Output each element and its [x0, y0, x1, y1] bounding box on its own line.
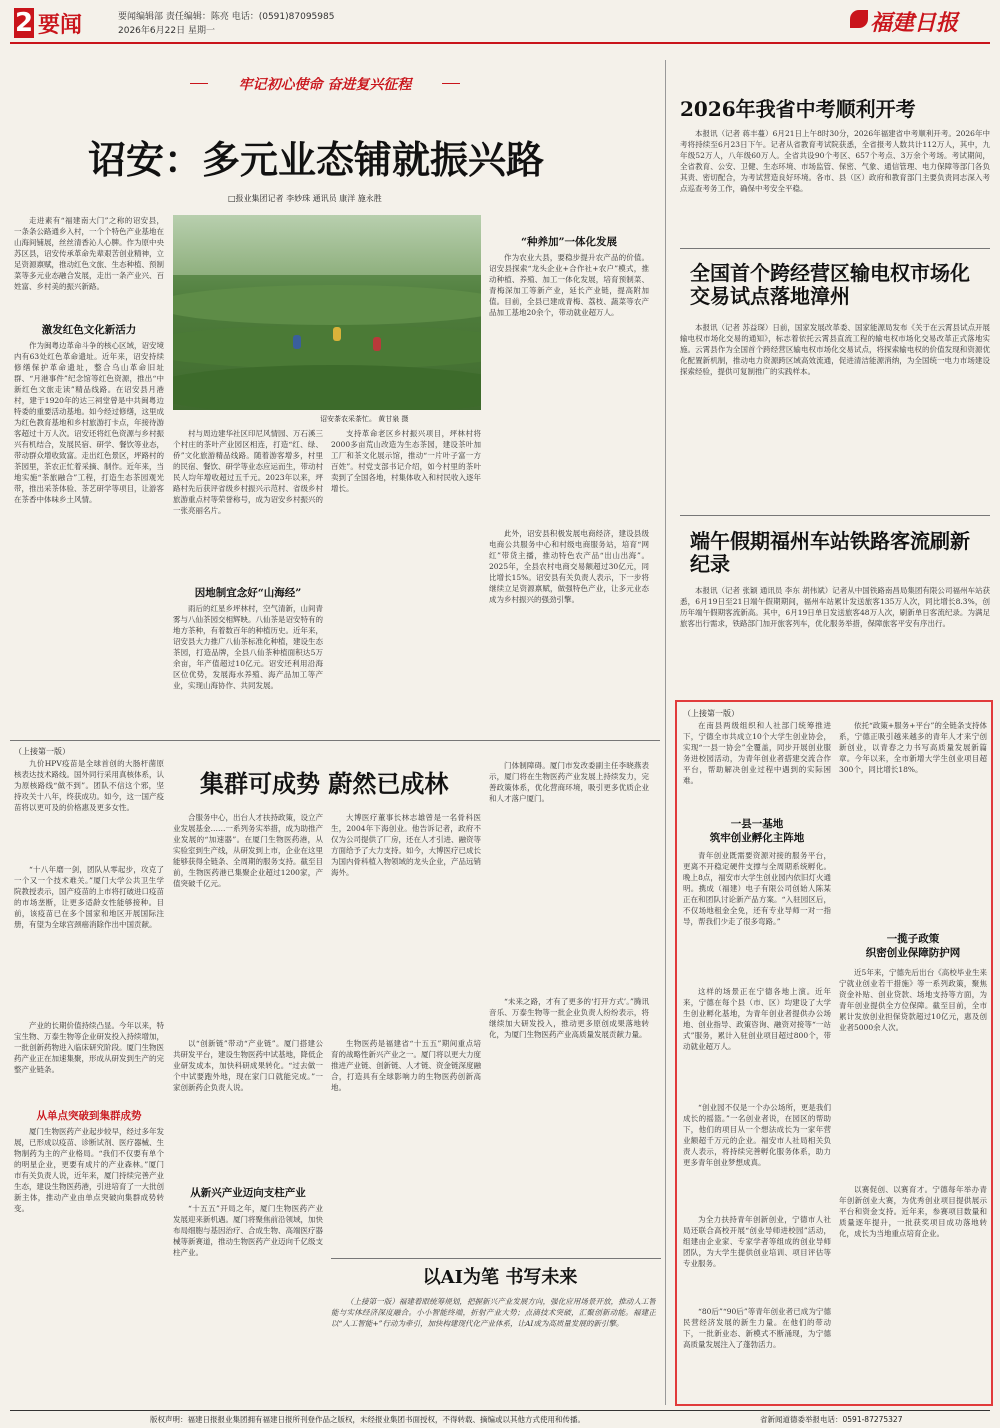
- cluster-headline: 集群可成势 蔚然已成林: [200, 769, 449, 798]
- photo-caption: 诏安茶农采茶忙。 黄甘泉 摄: [320, 415, 409, 423]
- cont1-body-1: 九价HPV疫苗是全球首创的大肠杆菌原核表达技术路线。国外同行采用真核体系，认为原核路线“做不到”。团队不信这个邪，坚持攻关十八年，终获成功。如今，这一国产疫苗将以更可及的价格惠及更多女性。: [14, 759, 164, 812]
- cluster-body-6: 门体制障碍。厦门市发改委副主任李晓燕表示，厦门将在生物医药产业发展上持续发力，完善政策体系，优化营商环境，吸引更多优质企业和人才落户厦门。: [489, 761, 649, 803]
- box-subhead-1: 一县一基地 筑牢创业孵化主阵地: [709, 818, 805, 844]
- issue-date: 2026年6月22日 星期一: [118, 26, 215, 36]
- editor-info: 要闻编辑部 责任编辑：陈亮 电话：(0591)87095985: [118, 12, 335, 22]
- cluster-body-1: 合服务中心，出台人才扶持政策，设立产业发展基金……一系列务实举措，成为助推产业发展的“加速器”。在厦门生物医药港，从实验室到生产线，从研发到上市，企业在这里能够获得全链条、全周期的服务支持。截至目前，生物医药港已集聚企业超过1200家，产值突破千亿元。: [173, 813, 323, 888]
- lead-body-1: 作为闽粤边革命斗争的核心区域，诏安境内有63处红色革命遗址。近年来，诏安持续修缮保护革命遗址，整合乌山革命旧址群、“月港事件”纪念馆等红色资源，推出“中新红色文旅走读”精品线路。在诏安县月港村，建于1920年的达三祠堂曾是中共闽粤边特委的重要活动基地。如今经过修缮，这里成为红色教育基地和乡村旅游打卡点，年接待游客超过十万人次。诏安还将红色资源与乡村振兴有机结合，发展民宿、研学、餐饮等业态，带动群众增收致富。走出红色景区，坪路村的茶园里，茶农正忙着采摘、制作。近年来，当地实施“茶旅融合”工程，打造生态茶园观光带，推出采茶体验、茶艺研学等项目，让游客在茶香中体味乡土风情。: [14, 341, 164, 504]
- ai-top-rule: [331, 1258, 661, 1259]
- footer-rule: [10, 1410, 990, 1411]
- masthead-meta: [118, 10, 334, 38]
- page-number: 2: [14, 8, 34, 38]
- lead-body-3: 雨后的红星乡坪林村，空气清新，山间青雾与八仙茶园交相辉映。八仙茶是诏安特有的地方茶种，有着数百年的种植历史。近年来，诏安县大力推广八仙茶标准化种植，建设生态茶园，打造品牌，全县八仙茶种植面积达5万余亩，年产值超过10亿元。诏安还利用沿海区位优势，发展海水养殖、海产品加工等产业，实现山海协作、共同发展。: [173, 604, 323, 690]
- box-subhead-2: 一揽子政策 织密创业保障防护网: [865, 933, 961, 959]
- cont1-body-2: “十八年磨一剑，团队从零起步，攻克了一个又一个技术难关。”厦门大学公共卫生学院教授表示，国产疫苗的上市将打破进口疫苗的市场垄断，让更多适龄女性能够接种。目前，该疫苗已在多个国家和地区开展国际注册，有望为全球宫颈癌消除作出中国贡献。: [14, 865, 164, 929]
- ai-body: （上接第一版）福建着眼统筹规划，把握新兴产业发展方向，强化应用场景开放，推动人工智能与实体经济深度融合。小小智能终端，折射产业大势；点滴技术突破，汇聚创新动能。福建正以“人工智能+”行动为牵引，加快构建现代化产业体系，让AI成为高质量发展的新引擎。: [331, 1297, 656, 1328]
- box-continued-label: （上接第一版）: [683, 709, 739, 718]
- box-body-8: 以赛促创、以赛育才。宁德每年举办青年创新创业大赛，为优秀创业项目提供展示平台和资金支持。近年来，参赛项目数量和质量逐年提升，一批获奖项目成功落地转化，成长为当地重点培育企业。: [839, 1185, 987, 1238]
- lead-subhead-3: “种养加”一体化发展: [520, 236, 618, 248]
- lead-body-6: 此外，诏安县积极发展电商经济，建设县级电商公共服务中心和村级电商服务站，培育“网红”带货主播，推动特色农产品“出山出海”。2025年，全县农村电商交易额超过30亿元，同比增长15%。诏安县有关负责人表示，下一步将继续立足资源禀赋，做强特色产业，让多元业态成为乡村振兴的强劲引擎。: [489, 529, 649, 604]
- news3-headline: 端午假期福州车站铁路客流刷新纪录: [690, 529, 970, 576]
- cont1-label: （上接第一版）: [14, 747, 70, 756]
- logo-mark-icon: [850, 10, 868, 28]
- cluster-body-4: 大博医疗董事长林志雄曾是一名骨科医生，2004年下海创业。他告诉记者，政府不仅为公司提供了厂房，还在人才引进、融资等方面给予了大力支持。如今，大博医疗已成长为国内骨科植入物领域的龙头企业，产品远销海外。: [331, 813, 481, 877]
- news2-headline: 全国首个跨经营区输电权市场化交易试点落地漳州: [690, 261, 970, 308]
- column-divider: [665, 60, 666, 1405]
- cluster-body-3: “十五五”开局之年，厦门生物医药产业发展迎来新机遇。厦门将聚焦前沿领域，加快布局细胞与基因治疗、合成生物、高端医疗器械等新赛道，推动生物医药产业迈向千亿级支柱产业。: [173, 1204, 323, 1257]
- box-body-6: “80后”“90后”等青年创业者已成为宁德民营经济发展的新生力量。在他们的带动下，一批新业态、新模式不断涌现，为宁德高质量发展注入了蓬勃活力。: [683, 1307, 831, 1349]
- ai-headline: 以AI为笔 书写未来: [422, 1267, 578, 1288]
- box-body-3: 这样的场景正在宁德各地上演。近年来，宁德在每个县（市、区）均建设了大学生创业孵化基地，为青年创业者提供办公场地、创业指导、政策咨询、融资对接等“一站式”服务，累计入驻创业项目超过800个，带动就业超万人。: [683, 987, 831, 1051]
- news-divider-2: [680, 515, 990, 516]
- kicker-text: 牢记初心使命 奋进复兴征程: [208, 74, 442, 94]
- box-body-7: 近5年来，宁德先后出台《高校毕业生来宁就业创业若干措施》等一系列政策，聚焦资金补贴、创业贷款、场地支持等方面，为青年创业提供全方位保障。截至目前，全市累计发放创业担保贷款超过10亿元，惠及创业者5000余人次。: [839, 968, 987, 1032]
- news1-headline: 2026年我省中考顺利开考: [680, 97, 916, 121]
- news2-body: 本报讯（记者 苏益琛）日前，国家发展改革委、国家能源局发布《关于在云霄县试点开展输电权市场化交易的通知》，标志着依托云霄县直流工程的输电权市场化交易改革正式落地实施。云霄县作为全国首个跨经营区输电权市场化交易试点，将探索输电权的价值发现和资源优化配置新机制，推动电力资源跨区域高效流通，促进清洁能源消纳，为全国统一电力市场建设探索经验，提供可复制推广的实践样本。: [680, 323, 990, 376]
- masthead: [0, 0, 1000, 46]
- kicker-banner: [190, 72, 460, 94]
- news3-body: 本报讯（记者 张颖 通讯员 李东 胡伟斌）记者从中国铁路南昌局集团有限公司福州车站获悉，6月19日至21日端午假期期间，福州车站累计发送旅客135万人次，同比增长8.3%，创历年端午假期客流新高。其中，6月19日单日发送旅客48万人次，刷新单日客流纪录。为满足旅客出行需求，铁路部门加开旅客列车，优化服务举措，保障旅客平安有序出行。: [680, 586, 990, 628]
- cluster-body-2: 以“创新链”带动“产业链”。厦门搭建公共研发平台，建设生物医药中试基地，降低企业研发成本，加快科研成果转化。“过去做一个中试要跑外地，现在家门口就能完成。”一家创新药企负责人说。: [173, 1039, 323, 1092]
- newspaper-logo: 福建日报: [870, 10, 959, 36]
- lead-body-5: 作为农业大县，要稳步提升农产品的价值。诏安县探索“龙头企业+合作社+农户”模式，推动种植、养殖、加工一体化发展，培育预制菜、青梅深加工等新产业，延长产业链，提高附加值。目前，全县已建成青梅、荔枝、蔬菜等农产品加工基地20余个，带动就业超万人。: [489, 253, 649, 317]
- cont1-body-4: 厦门生物医药产业起步较早，经过多年发展，已形成以疫苗、诊断试剂、医疗器械、生物制药为主的产业格局。“我们不仅要有单个的明星企业，更要有成片的产业森林。”厦门市有关负责人说，近年来，厦门持续完善产业生态，建设生物医药港，引进培育了一大批创新主体，推动产业由单点突破向集群成势转变。: [14, 1127, 164, 1213]
- cluster-subhead-1: 从新兴产业迈向支柱产业: [190, 1187, 306, 1199]
- box-body-2: 青年创业既需要资源对接的服务平台，更离不开稳定硬件支撑与全周期系统孵化。晚上8点，福安市大学生创业园内依旧灯火通明。携成（福建）电子有限公司创始人陈某正在和团队讨论新产品方案。“入驻园区后，不仅场地租金全免，还有专业导师一对一指导，帮我们少走了很多弯路。”: [683, 851, 831, 926]
- lead-subhead-1: 激发红色文化新活力: [41, 324, 137, 336]
- lead-bottom-rule: [10, 740, 660, 741]
- tea-garden-photo: [173, 215, 481, 410]
- lead-subhead-2: 因地制宜念好“山海经”: [194, 587, 302, 599]
- lead-byline: □报业集团记者 李妙珠 通讯员 康洋 施永胜: [228, 194, 382, 203]
- copyright-notice: 版权声明：福建日报报业集团拥有福建日报所刊登作品之版权，未经报业集团书面授权，不得转载、摘编或以其他方式使用和传播。: [150, 1415, 585, 1424]
- news1-body: 本报讯（记者 蒋丰蔓）6月21日上午8时30分，2026年福建省中考顺利开考。2026年中考将持续至6月23日下午。记者从省教育考试院获悉，全省报考人数共计112万人，其中，九年级52万人，八年级60万人。全省共设90个考区、657个考点、3万余个考场。考试期间，全省教育、公安、卫健、生态环境、市场监管、保密、气象、通信管理、电力保障等部门各负其责、密切配合，为考试营造良好环境。各市、县（区）政府和教育部门主要负责同志深入考点巡查考务工作，确保中考安全平稳。: [680, 129, 990, 193]
- news-divider-1: [680, 248, 990, 249]
- lead-headline: 诏安：多元业态铺就振兴路: [88, 137, 545, 182]
- hotline: 省新闻道德委举报电话：0591-87275327: [760, 1415, 903, 1424]
- lead-body-2: 村与周边建华社区印尼风情园、万石溪三个村庄的茶叶产业园区相连，打造“红、绿、侨”文化旅游精品线路。随着游客增多，村里的民宿、餐饮、研学等业态应运而生，带动村民人均年增收超过五千元。2023年以来，坪路村先后获评省级乡村振兴示范村、省级乡村旅游重点村等荣誉称号，成为诏安乡村振兴的一张亮丽名片。: [173, 429, 323, 515]
- box-body-9: 依托“政策+服务+平台”的全链条支持体系，宁德正吸引越来越多的青年人才来宁创新创业，以青春之力书写高质量发展新篇章。今年以来，全市新增大学生创业项目超300个，同比增长18%。: [839, 721, 987, 774]
- cont1-body-3: 产业的长期价值持续凸显。今年以来，特宝生物、万泰生物等企业研发投入持续增加，一批创新药物进入临床研究阶段。厦门生物医药产业正在加速集聚，形成从研发到生产的完整产业链条。: [14, 1021, 164, 1074]
- lead-body-4: 支持革命老区乡村振兴项目，坪林村将2000多亩荒山改造为生态茶园，建设茶叶加工厂和茶文化展示馆，推动“一片叶子富一方百姓”。村党支部书记介绍，如今村里的茶叶卖到了全国各地，村集体收入和村民收入逐年增长。: [331, 429, 481, 493]
- box-body-1: 在南县两级组织和人社部门统筹推进下，宁德全市共成立10个大学生创业协会，实现“一县一协会”全覆盖，同步开展创业服务进校园活动，为青年创业者搭建交流合作平台，帮助解决创业过程中遇到的实际困难。: [683, 721, 831, 785]
- box-body-4: “创业园不仅是一个办公场所，更是我们成长的摇篮。”一名创业者说，在园区的帮助下，他们的项目从一个想法成长为一家年营业额超千万元的企业。福安市人社局相关负责人表示，将持续完善孵化服务体系，助力更多青年创业梦想成真。: [683, 1103, 831, 1167]
- lead-intro: 走进素有“福建南大门”之称的诏安县，一条条公路通乡入村，一个个特色产业基地在山海间铺展，丝丝清香沁人心脾。作为原中央苏区县，诏安传承革命先辈艰苦创业精神，立足资源禀赋，推动红色文旅、生态种植、预制菜等多元业态融合发展，走出一条产业兴、百姓富、乡村美的振兴新路。: [14, 216, 164, 291]
- header-rule: [10, 42, 990, 44]
- box-body-5: 为全力扶持青年创新创业，宁德市人社局还联合高校开展“创业导师进校园”活动，组建由企业家、专家学者等组成的创业导师团队，为大学生提供创业培训、项目评估等专业服务。: [683, 1215, 831, 1268]
- section-name: 要闻: [38, 13, 83, 38]
- cluster-body-7: “未来之路，才有了更多的‘打开方式’。”腾讯音乐、万泰生物等一批企业负责人纷纷表示，将继续加大研发投入，推动更多原创成果落地转化，为厦门生物医药产业高质量发展贡献力量。: [489, 997, 649, 1039]
- cont1-subhead: 从单点突破到集群成势: [36, 1110, 142, 1122]
- cluster-body-5: 生物医药是福建省“十五五”期间重点培育的战略性新兴产业之一。厦门将以更大力度推进产业链、创新链、人才链、资金链深度融合，打造具有全球影响力的生物医药创新高地。: [331, 1039, 481, 1092]
- continued-story-box: [675, 700, 993, 1406]
